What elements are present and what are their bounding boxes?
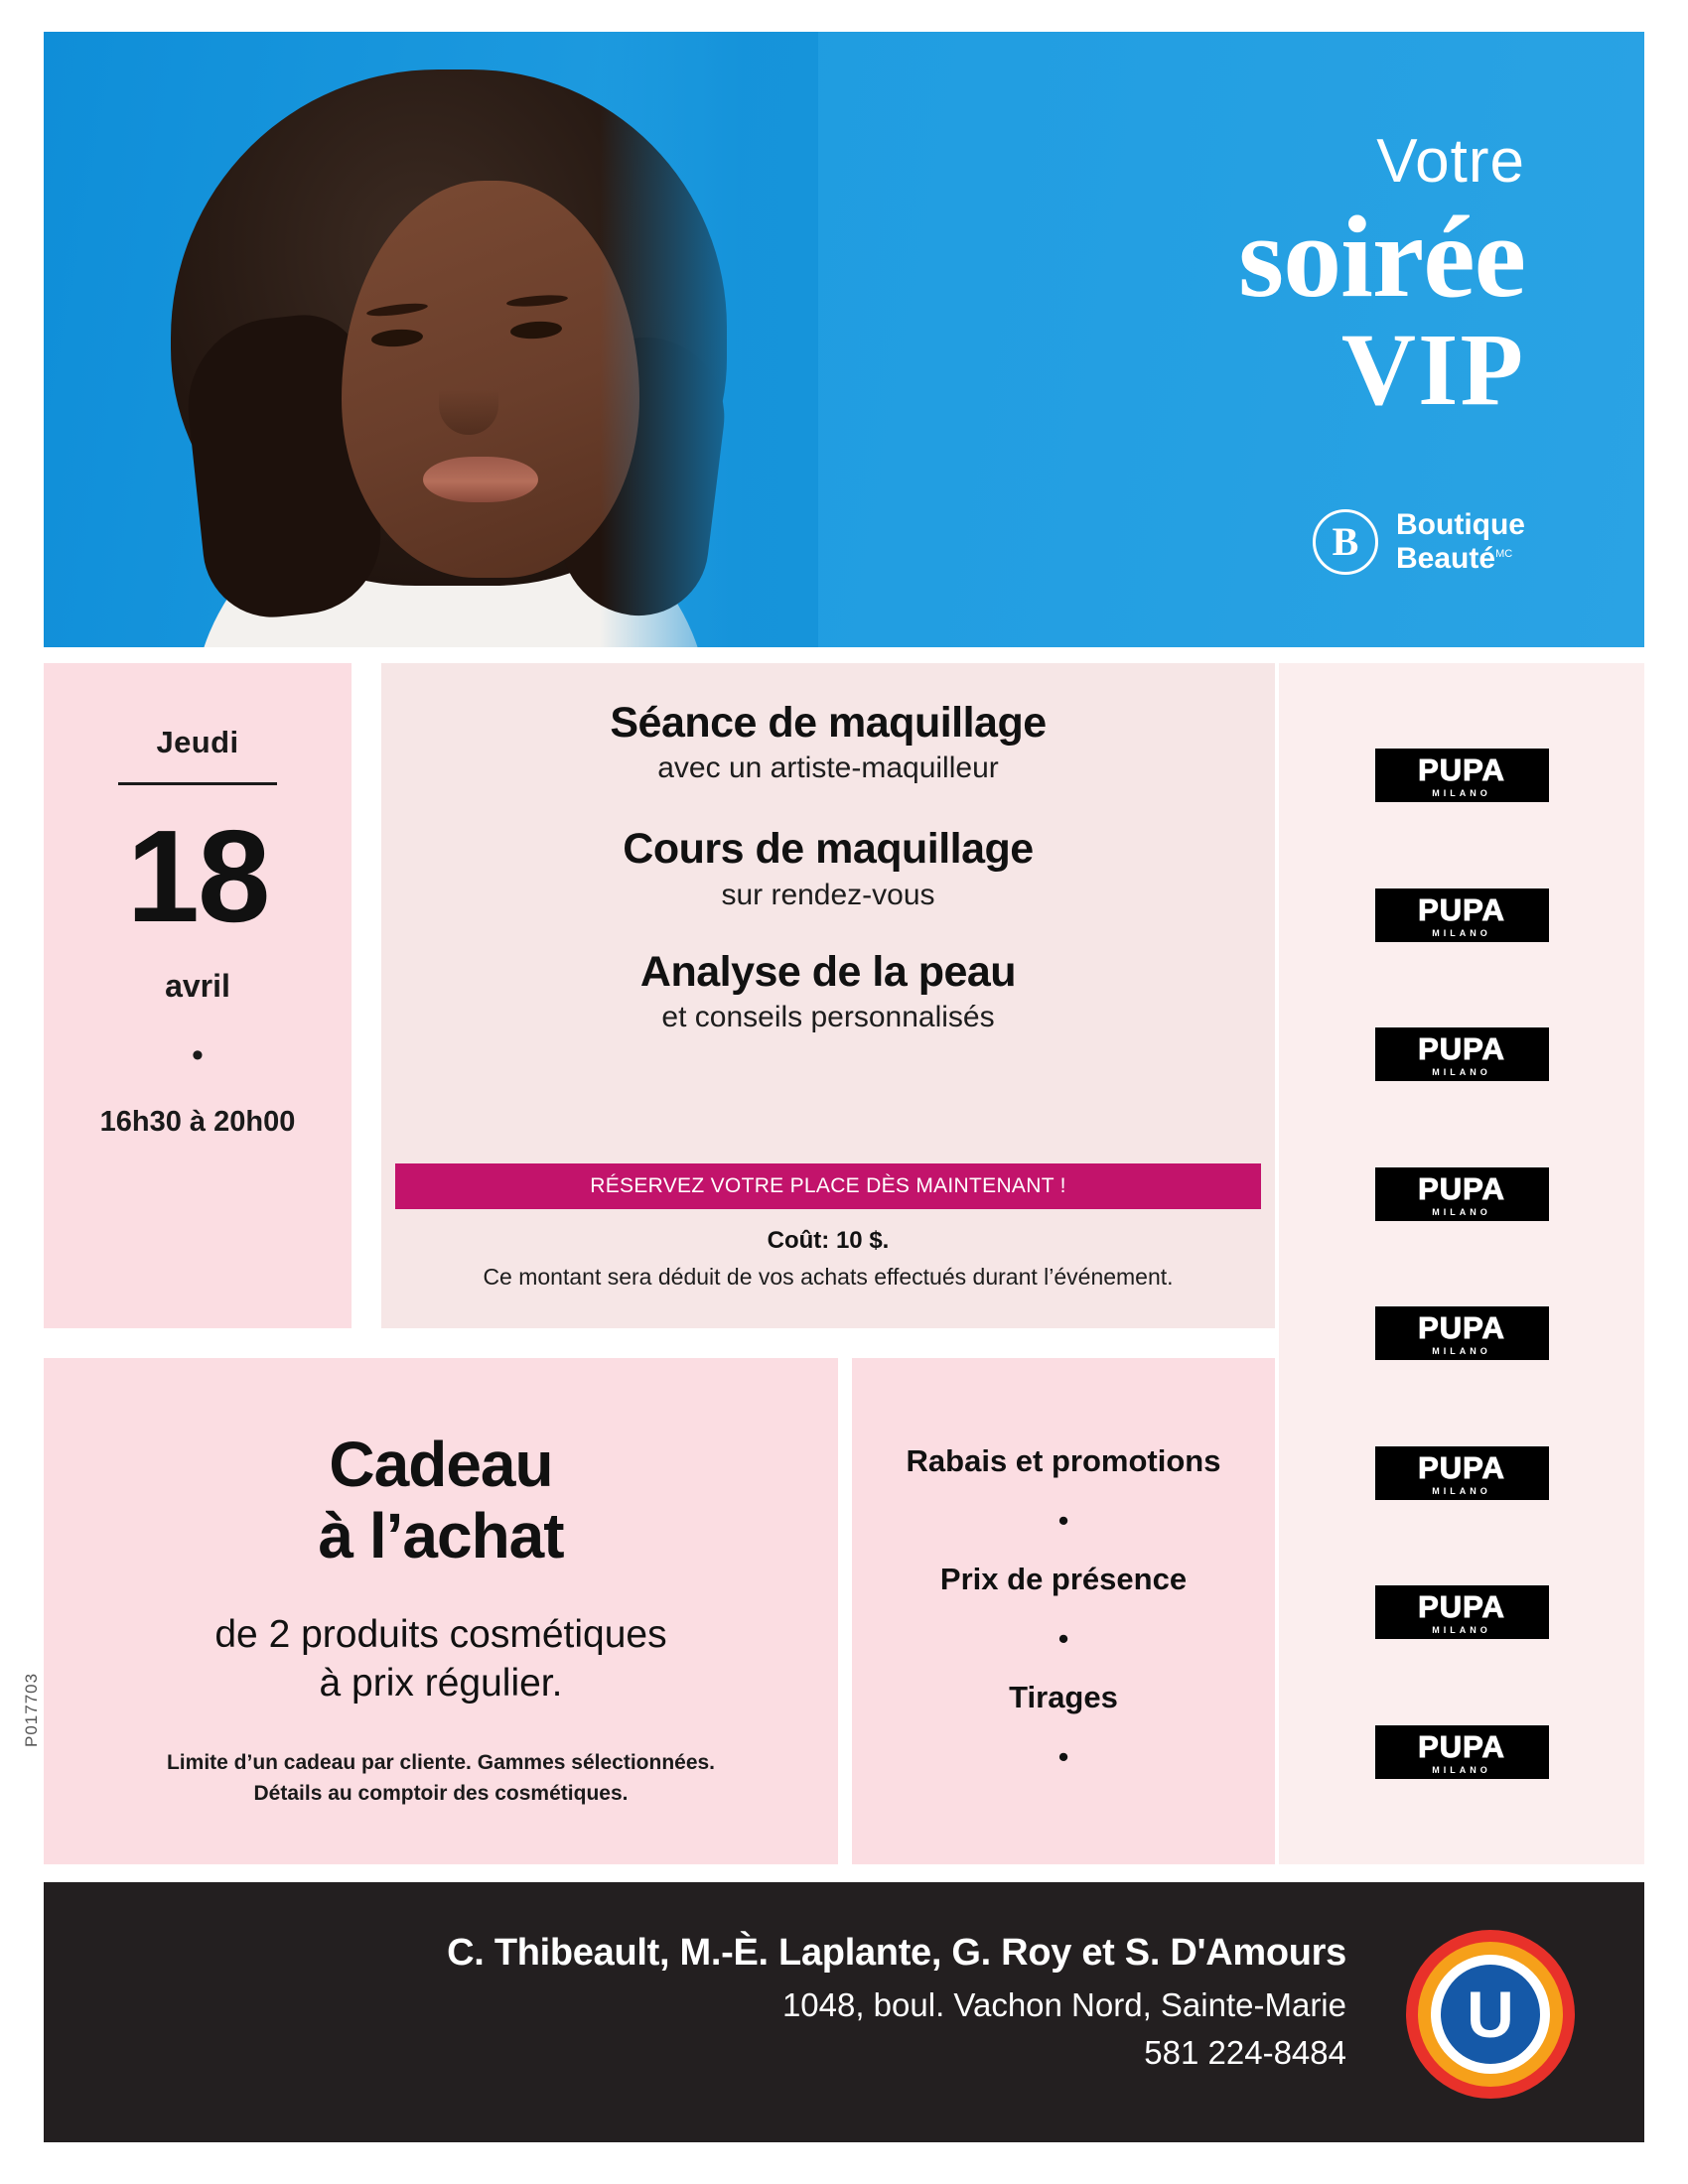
hero-banner — [44, 32, 1644, 647]
date-dot-separator: • — [192, 1036, 204, 1074]
store-footer — [44, 1882, 1644, 2142]
store-phone: 581 224-8484 — [1144, 2034, 1346, 2071]
pupa-wordmark: PUPA — [1418, 1170, 1505, 1206]
brand-name — [1396, 508, 1525, 575]
pupa-wordmark: PUPA — [1418, 891, 1505, 927]
uniprix-logo-ring-white — [1431, 1955, 1550, 2074]
promotions-panel — [852, 1358, 1275, 1864]
store-info — [447, 1932, 1346, 2072]
gift-subtitle-line1: de 2 produits cosmétiques — [214, 1613, 667, 1657]
event-weekday: Jeudi — [156, 725, 239, 759]
pupa-wordmark: PUPA — [1418, 752, 1505, 788]
pupa-logo-2 — [1375, 888, 1549, 942]
gift-disclaimer-line2: Détails au comptoir des cosmétiques. — [253, 1781, 629, 1805]
pupa-milano-text: MILANO — [1432, 1764, 1491, 1775]
store-address: 1048, boul. Vachon Nord, Sainte-Marie — [781, 1986, 1346, 2023]
pupa-logo-column — [1279, 663, 1644, 1864]
uniprix-logo-ring-orange — [1418, 1942, 1563, 2087]
event-date-panel — [44, 663, 352, 1328]
uniprix-logo — [1406, 1930, 1575, 2099]
promo-item-1: Rabais et promotions — [906, 1443, 1221, 1478]
service-subtitle-1: avec un artiste-maquilleur — [657, 751, 999, 785]
promo-dot-2: • — [1057, 1621, 1069, 1656]
pupa-logo-3 — [1375, 1027, 1549, 1081]
brand-circle-b-icon: B — [1313, 509, 1378, 575]
hero-headline — [1238, 127, 1525, 427]
hero-line-votre: Votre — [1376, 127, 1525, 196]
pupa-wordmark: PUPA — [1418, 1310, 1505, 1346]
pupa-milano-text: MILANO — [1432, 1625, 1491, 1636]
gift-subtitle-line2: à prix régulier. — [319, 1662, 563, 1706]
promo-dot-1: • — [1057, 1503, 1069, 1538]
reservation-banner[interactable]: RÉSERVEZ VOTRE PLACE DÈS MAINTENANT ! — [395, 1163, 1261, 1209]
date-divider — [118, 782, 277, 785]
boutique-beaute-logo — [1313, 508, 1525, 575]
pupa-milano-text: MILANO — [1432, 1206, 1491, 1217]
promo-item-2: Prix de présence — [939, 1562, 1188, 1596]
pupa-logo-8 — [1375, 1725, 1549, 1779]
event-day-number: 18 — [126, 803, 269, 949]
gift-title — [44, 1430, 838, 1571]
store-owners: C. Thibeault, M.-È. Laplante, G. Roy et S. D'Amours — [447, 1932, 1346, 1974]
print-code: P017703 — [22, 1672, 41, 1747]
service-item-1 — [381, 699, 1275, 785]
pupa-logo-5 — [1375, 1306, 1549, 1360]
brand-name-line2-wrap — [1396, 542, 1525, 576]
pupa-milano-text: MILANO — [1432, 788, 1491, 799]
service-item-2 — [381, 825, 1275, 911]
pupa-logo-7 — [1375, 1585, 1549, 1639]
pupa-milano-text: MILANO — [1432, 1346, 1491, 1357]
service-subtitle-3: et conseils personnalisés — [661, 1001, 995, 1034]
event-time: 16h30 à 20h00 — [99, 1106, 296, 1138]
event-cost-note: Ce montant sera déduit de vos achats effectués durant l’événement. — [483, 1264, 1174, 1290]
brand-trademark: MC — [1495, 547, 1513, 560]
gift-disclaimer — [44, 1748, 838, 1809]
pupa-milano-text: MILANO — [1432, 1485, 1491, 1496]
pupa-wordmark: PUPA — [1418, 1728, 1505, 1764]
pupa-milano-text: MILANO — [1432, 927, 1491, 938]
pupa-logo-4 — [1375, 1167, 1549, 1221]
gift-disclaimer-line1: Limite d’un cadeau par cliente. Gammes sélectionnées. — [166, 1751, 716, 1775]
hero-line-soiree: soirée — [1238, 192, 1525, 322]
service-item-3 — [381, 948, 1275, 1034]
gift-subtitle — [44, 1611, 838, 1708]
uniprix-logo-letter: U — [1441, 1965, 1540, 2064]
gift-title-line1: Cadeau — [329, 1429, 553, 1500]
gift-title-line2: à l’achat — [318, 1499, 564, 1571]
hero-line-vip: VIP — [1340, 313, 1525, 427]
model-photo — [44, 32, 818, 647]
brand-name-line2: Beauté — [1396, 541, 1496, 575]
service-title-1: Séance de maquillage — [610, 699, 1047, 747]
brand-name-line1: Boutique — [1396, 508, 1525, 541]
promo-item-3: Tirages — [1009, 1680, 1118, 1714]
pupa-wordmark: PUPA — [1418, 1589, 1505, 1625]
pupa-milano-text: MILANO — [1432, 1067, 1491, 1078]
photo-gradient-overlay — [600, 32, 818, 647]
service-title-3: Analyse de la peau — [639, 947, 1017, 996]
service-title-2: Cours de maquillage — [623, 825, 1034, 874]
promo-dot-3: • — [1057, 1739, 1069, 1774]
pupa-wordmark: PUPA — [1418, 1031, 1505, 1067]
gift-offer-panel — [44, 1358, 838, 1864]
pupa-logo-1 — [1375, 749, 1549, 802]
event-month: avril — [165, 968, 230, 1004]
service-subtitle-2: sur rendez-vous — [721, 878, 935, 911]
pupa-logo-6 — [1375, 1446, 1549, 1500]
model-lips — [423, 457, 538, 502]
pupa-wordmark: PUPA — [1418, 1449, 1505, 1485]
services-panel — [381, 663, 1275, 1328]
event-cost: Coût: 10 $. — [767, 1227, 890, 1254]
model-nose — [439, 359, 498, 435]
